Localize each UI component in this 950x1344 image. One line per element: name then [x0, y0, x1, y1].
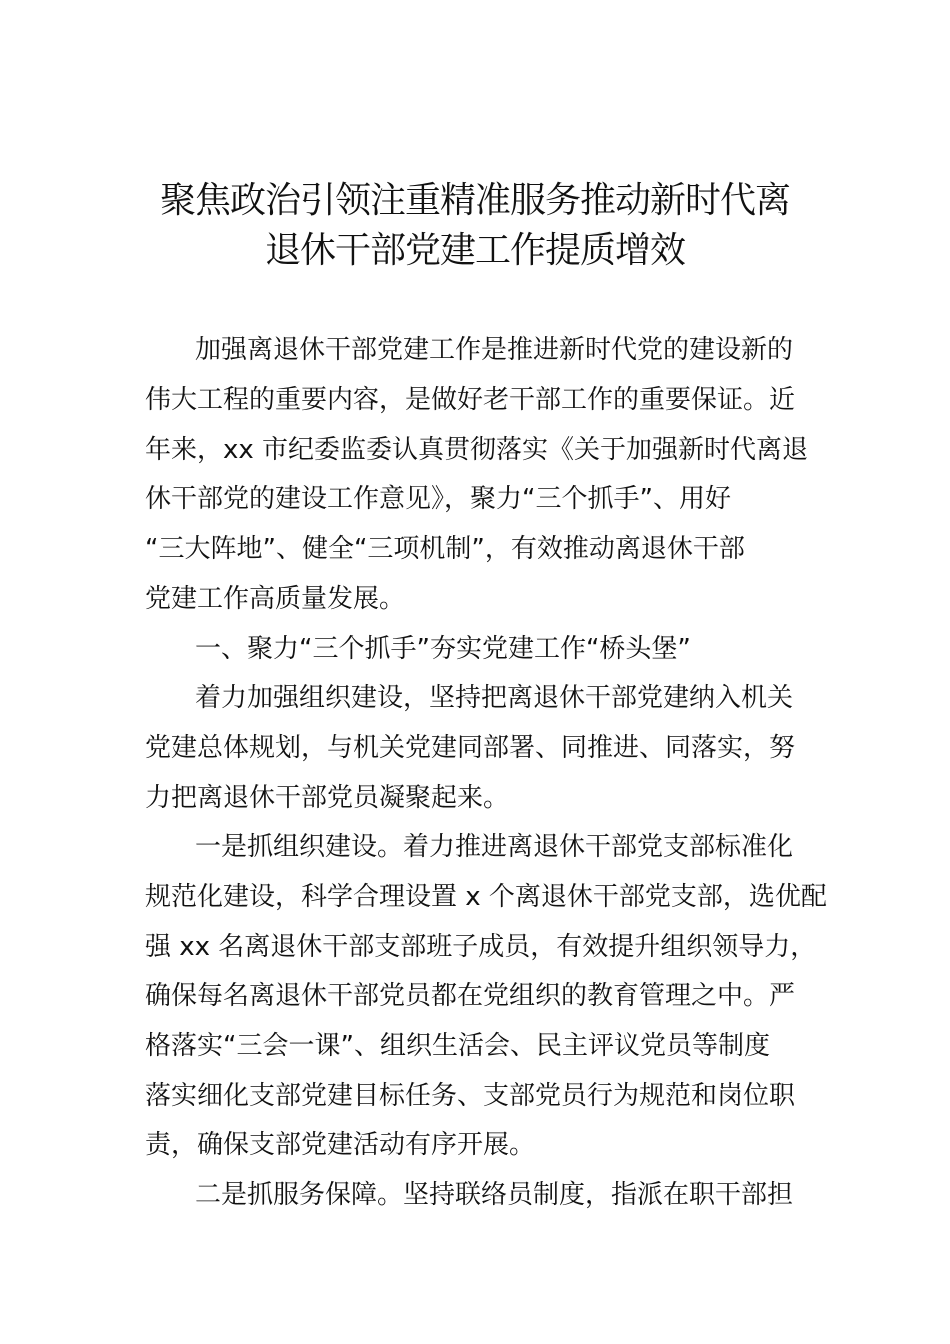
paragraph-line: 二是抓服务保障。坚持联络员制度，指派在职干部担 [195, 1180, 794, 1210]
document-title-line-1: 聚焦政治引领注重精准服务推动新时代离 [159, 180, 790, 221]
section-heading: 一、聚力“三个抓手”夯实党建工作“桥头堡” [195, 634, 691, 664]
paragraph-line: 党建工作高质量发展。 [145, 584, 406, 614]
document-title-line-2: 退休干部党建工作提质增效 [264, 230, 685, 271]
paragraph-line: 年来，xx 市纪委监委认真贯彻落实《关于加强新时代离退 [145, 435, 809, 465]
paragraph-line: 格落实“三会一课”、组织生活会、民主评议党员等制度 [145, 1031, 770, 1061]
paragraph-line: 落实细化支部党建目标任务、支部党员行为规范和岗位职 [145, 1081, 796, 1111]
paragraph-line: 伟大工程的重要内容，是做好老干部工作的重要保证。近 [145, 385, 796, 415]
paragraph-line: 休干部党的建设工作意见》，聚力“三个抓手”、用好 [145, 484, 731, 514]
paragraph-line: 着力加强组织建设，坚持把离退休干部党建纳入机关 [195, 683, 794, 713]
paragraph-line: 加强离退休干部党建工作是推进新时代党的建设新的 [195, 335, 794, 365]
paragraph-line: 责，确保支部党建活动有序开展。 [145, 1130, 536, 1160]
paragraph-line: 规范化建设，科学合理设置 x 个离退休干部党支部，选优配 [145, 882, 827, 912]
paragraph-line: 力把离退休干部党员凝聚起来。 [145, 783, 510, 813]
paragraph-line: 党建总体规划，与机关党建同部署、同推进、同落实，努 [145, 733, 796, 763]
paragraph-line: “三大阵地”、健全“三项机制”，有效推动离退休干部 [145, 534, 745, 564]
paragraph-line: 一是抓组织建设。着力推进离退休干部党支部标准化 [195, 832, 794, 862]
paragraph-line: 确保每名离退休干部党员都在党组织的教育管理之中。严 [145, 981, 796, 1011]
paragraph-line: 强 xx 名离退休干部支部班子成员，有效提升组织领导力， [145, 932, 817, 962]
